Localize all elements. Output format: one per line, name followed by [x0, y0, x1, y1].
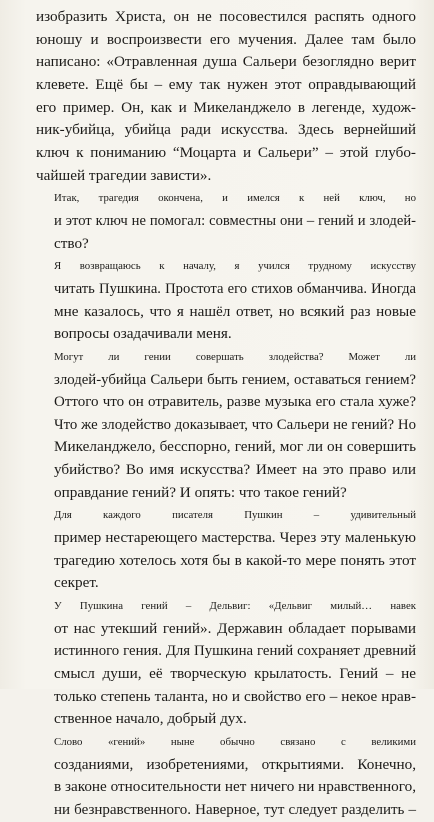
text-line: ключ к пониманию “Моцарта и Сальери” – этой глубо-: [36, 143, 416, 161]
text-line: У Пушкина гений – Дельвиг: «Дельвиг милый… навек: [54, 600, 416, 613]
text-line: ник-убийца, убийца ради искусства. Здесь вернейший: [36, 121, 416, 139]
paragraph: [36, 255, 416, 346]
text-line: убийство? Во имя искусства? Имеет на это право или: [54, 461, 416, 479]
text-line: Оттого что он отравитель, разве музыка его стала хуже?: [54, 394, 416, 411]
paragraph: [36, 731, 416, 822]
text-line: Могут ли гении совершать злодейства? Может ли: [54, 350, 416, 363]
text-line: изобразить Христа, он не посовестился распять одного: [36, 8, 416, 25]
text-line: вопросы озадачивали меня.: [54, 325, 232, 343]
text-line: его пример. Он, как и Микеланджело в легенде, худож-: [36, 98, 416, 116]
text-line: истинного гения. Для Пушкина гений сохраняет древний: [54, 643, 416, 660]
text-line: ственное начало, добрый дух.: [54, 710, 247, 728]
paragraph: [36, 6, 416, 187]
text-line: Для каждого писателя Пушкин – удивительный: [54, 509, 416, 522]
text-line: Итак, трагедия окончена, и имелся к ней ключ, но: [54, 192, 416, 205]
page-text: [36, 6, 416, 822]
text-line: написано: «Отравленная душа Сальери безоглядно верит: [36, 53, 416, 71]
paragraph: [36, 595, 416, 731]
text-line: созданиями, изобретениями, открытиями. Конечно,: [54, 755, 416, 773]
text-line: Микеланджело, бесспорно, гений, мог ли он совершить: [54, 438, 416, 456]
text-line: Я возвращаюсь к началу, я учился трудному искусству: [54, 260, 416, 273]
text-line: только степень таланта, но и свойство его – некое нрав-: [54, 687, 416, 705]
paragraph: [36, 504, 416, 595]
text-line: ни безнравственного. Наверное, тут следует разделить –: [54, 801, 416, 818]
text-line: злодей-убийца Сальери быть гением, оставаться гением?: [54, 371, 416, 388]
text-line: ство?: [54, 234, 89, 252]
text-line: читать Пушкина. Простота его стихов обманчива. Иногда: [54, 280, 416, 297]
text-line: чайшей трагедии зависти».: [36, 166, 212, 184]
text-line: трагедию хотелось хотя бы в какой-то мере понять этот: [54, 551, 416, 569]
text-line: пример нестареющего мастерства. Через эту маленькую: [54, 530, 416, 547]
text-line: Что же злодейство доказывает, что Сальери не гений? Но: [54, 416, 416, 433]
text-line: Слово «гений» ныне обычно связано с великими: [54, 736, 416, 748]
text-line: мне казалось, что я нашёл ответ, но всякий раз новые: [54, 302, 416, 320]
text-line: юношу и воспроизвести его мучения. Далее там было: [36, 30, 416, 48]
text-line: и этот ключ не помогал: совместны они – гений и злодей-: [54, 212, 416, 229]
text-line: смысл души, её творческую крылатость. Гений – не: [54, 665, 416, 683]
paragraph: [36, 346, 416, 505]
paragraph: [36, 187, 416, 255]
text-line: от нас утекший гений». Державин обладает порывами: [54, 619, 416, 637]
text-line: в законе относительности нет ничего ни нравственного,: [54, 778, 416, 796]
text-line: оправдание гений? И опять: что такое гений?: [54, 483, 347, 501]
text-line: клевете. Ещё бы – ему так нужен этот оправдывающий: [36, 75, 416, 93]
text-line: секрет.: [54, 574, 99, 592]
